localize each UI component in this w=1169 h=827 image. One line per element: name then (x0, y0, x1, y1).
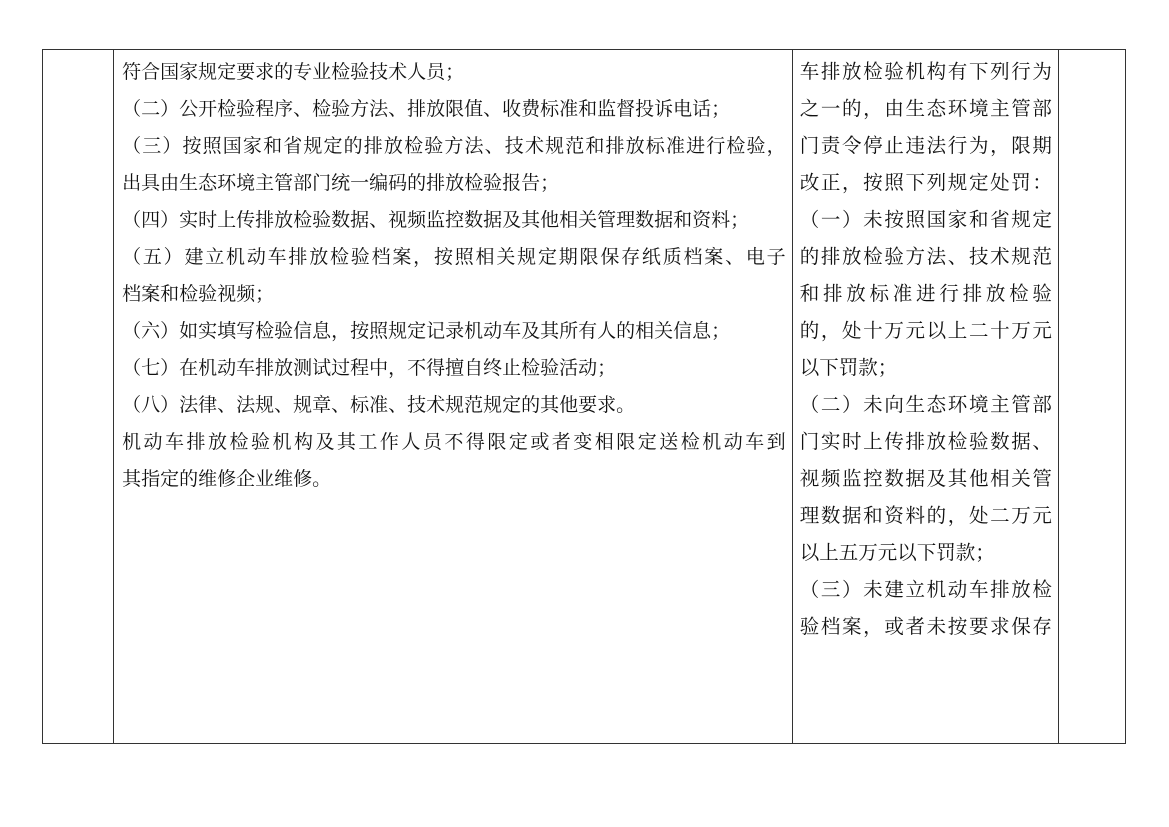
penalties-line: 改正，按照下列规定处罚： (799, 171, 1052, 194)
penalties-cell (792, 50, 1058, 744)
requirements-line: （四）实时上传排放检验数据、视频监控数据及其他相关管理数据和资料； (122, 209, 750, 231)
penalties-line: 之一的，由生态环境主管部 (799, 97, 1052, 120)
requirements-line: （三）按照国家和省规定的排放检验方法、技术规范和排放标准进行检验， (122, 135, 786, 157)
penalties-line: 车排放检验机构有下列行为 (799, 60, 1052, 83)
regulation-table (42, 49, 1126, 744)
penalties-line: 的排放检验方法、技术规范 (799, 245, 1052, 268)
penalties-line: 理数据和资料的，处二万元 (799, 504, 1052, 527)
requirements-cell (114, 50, 793, 744)
requirements-text (114, 50, 792, 503)
penalties-line: 以上五万元以下罚款； (799, 541, 995, 564)
requirements-line: （六）如实填写检验信息，按照规定记录机动车及其所有人的相关信息； (122, 320, 731, 342)
requirements-line: （八）法律、法规、规章、标准、技术规范规定的其他要求。 (122, 394, 636, 416)
requirements-line: 其指定的维修企业维修。 (122, 468, 332, 490)
requirements-line: 符合国家规定要求的专业检验技术人员； (122, 61, 465, 83)
requirements-line: （五）建立机动车排放检验档案，按照相关规定期限保存纸质档案、电子 (122, 246, 786, 268)
penalties-line: 视频监控数据及其他相关管 (799, 467, 1052, 490)
empty-right-cell (1058, 50, 1125, 744)
penalties-line: 验档案，或者未按要求保存 (799, 615, 1052, 638)
penalties-line: 和排放标准进行排放检验 (799, 282, 1052, 305)
empty-left-cell (43, 50, 114, 744)
requirements-line: （二）公开检验程序、检验方法、排放限值、收费标准和监督投诉电话； (122, 98, 731, 120)
penalties-text (793, 50, 1058, 651)
requirements-line: 出具由生态环境主管部门统一编码的排放检验报告； (122, 172, 560, 194)
requirements-line: 档案和检验视频； (122, 283, 275, 305)
requirements-line: 机动车排放检验机构及其工作人员不得限定或者变相限定送检机动车到 (122, 431, 786, 453)
requirements-line: （七）在机动车排放测试过程中，不得擅自终止检验活动； (122, 357, 617, 379)
penalties-line: （三）未建立机动车排放检 (799, 578, 1052, 601)
penalties-line: 门实时上传排放检验数据、 (799, 430, 1052, 453)
penalties-line: （二）未向生态环境主管部 (799, 393, 1052, 416)
penalties-line: 门责令停止违法行为，限期 (799, 134, 1052, 157)
penalties-line: （一）未按照国家和省规定 (799, 208, 1052, 231)
penalties-line: 以下罚款； (799, 356, 898, 379)
penalties-line: 的，处十万元以上二十万元 (799, 319, 1052, 342)
table-row (43, 50, 1126, 744)
